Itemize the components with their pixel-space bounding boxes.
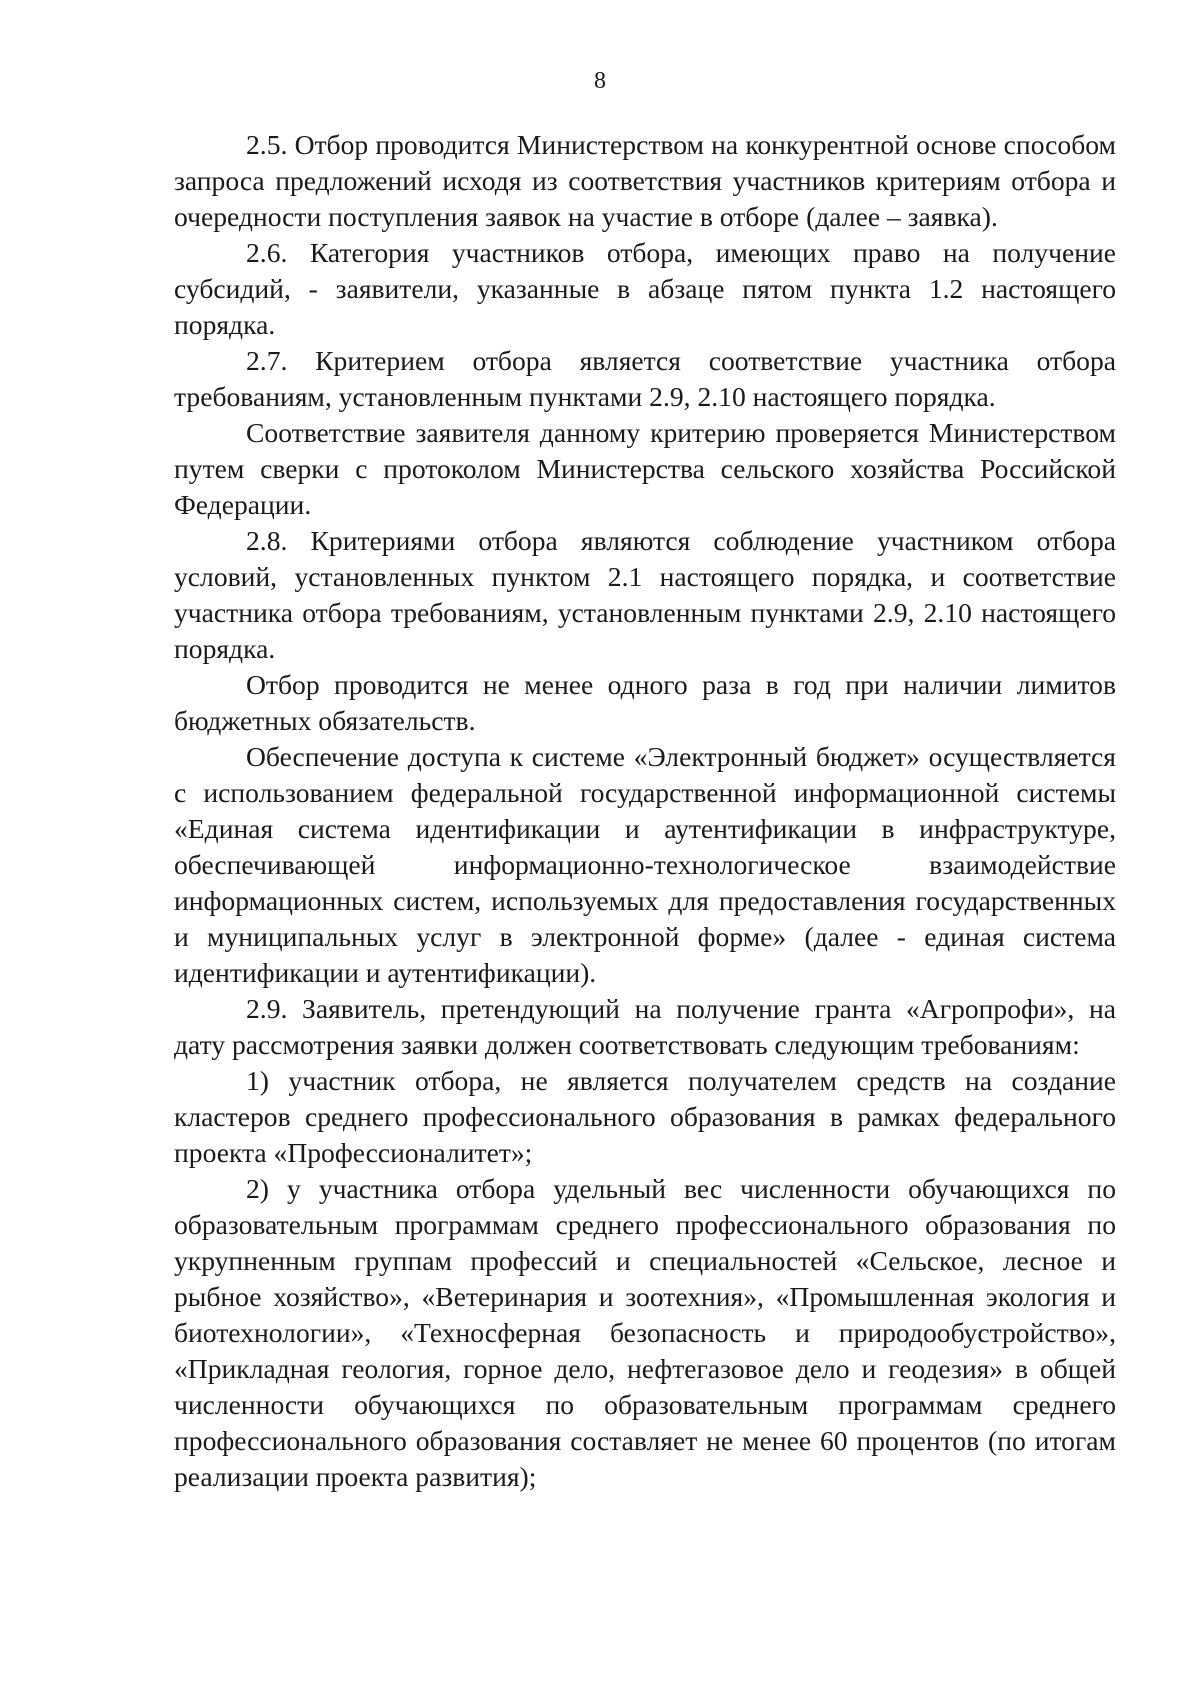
paragraph-2-9: 2.9. Заявитель, претендующий на получение гранта «Агропрофи», на дату рассмотрения заявки должен соответствовать следующим требованиям:: [174, 993, 1116, 1060]
list-item-requirement-1: 1) участник отбора, не является получателем средств на создание кластеров среднего профессионального образования в рамках федерального проекта «Профессионалитет»;: [174, 1065, 1116, 1168]
paragraph-2-6: 2.6. Категория участников отбора, имеющих право на получение субсидий, - заявители, указанные в абзаце пятом пункта 1.2 настоящего порядка.: [174, 237, 1116, 340]
paragraph-2-7-verification: Соответствие заявителя данному критерию проверяется Министерством путем сверки с протоколом Министерства сельского хозяйства Российской Федерации.: [174, 417, 1116, 520]
paragraph-2-5: 2.5. Отбор проводится Министерством на конкурентной основе способом запроса предложений исходя из соответствия участников критериям отбора и очередности поступления заявок на участие в отборе (далее – заявка).: [174, 129, 1116, 232]
page-number: 8: [594, 68, 606, 94]
document-body: [174, 127, 1116, 1495]
paragraph-2-8: 2.8. Критериями отбора являются соблюдение участником отбора условий, установленных пунктом 2.1 настоящего порядка, и соответствие участника отбора требованиям, установленным пунктами 2.9, 2.10 настоящего порядка.: [174, 525, 1116, 664]
list-item-requirement-2: 2) у участника отбора удельный вес численности обучающихся по образовательным программам среднего профессионального образования по укрупненным группам профессий и специальностей «Сельское, лесное и рыбное хозяйство», «Ветеринария и зоотехния», «Промышленная экология и биотехнологии», «Техносферная безопасность и природообустройство», «Прикладная геология, горное дело, нефтегазовое дело и геодезия» в общей численности обучающихся по образовательным программам среднего профессионального образования составляет не менее 60 процентов (по итогам реализации проекта развития);: [174, 1173, 1116, 1492]
paragraph-selection-frequency: Отбор проводится не менее одного раза в год при наличии лимитов бюджетных обязательств.: [174, 669, 1116, 736]
paragraph-2-7: 2.7. Критерием отбора является соответствие участника отбора требованиям, установленным пунктами 2.9, 2.10 настоящего порядка.: [174, 345, 1116, 412]
paragraph-electronic-budget-access: Обеспечение доступа к системе «Электронный бюджет» осуществляется с использованием федеральной государственной информационной системы «Единая система идентификации и аутентификации в инфраструктуре, обеспечивающей информационно-технологическое взаимодействие информационных систем, используемых для предоставления государственных и муниципальных услуг в электронной форме» (далее - единая система идентификации и аутентификации).: [174, 741, 1116, 988]
